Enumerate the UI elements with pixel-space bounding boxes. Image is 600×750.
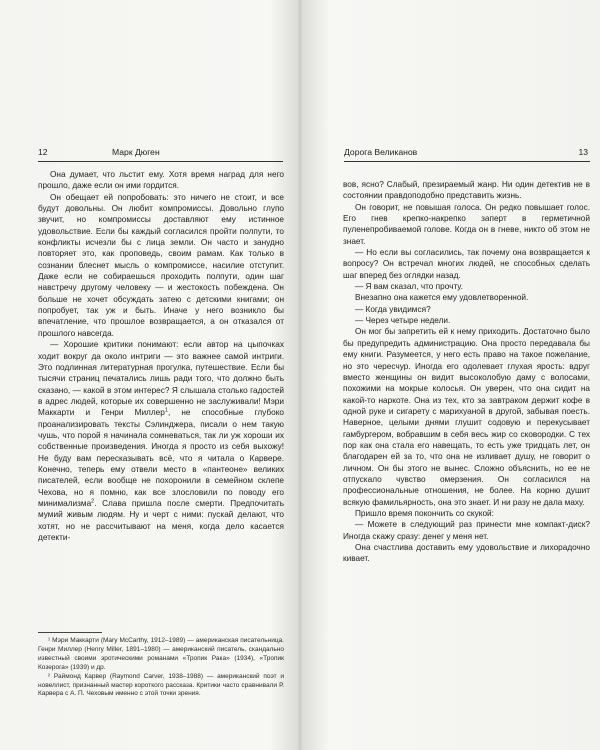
paragraph-part: . Слава пришла после смерти. Предпочитать мумий живым людям. Ну и черт с ними: пускай делают, что хотят, но не рассчитывают на меня, когда дело касается детекти-	[38, 498, 284, 542]
paragraph: Внезапно она кажется ему удовлетворенной.	[355, 293, 529, 303]
running-title: Марк Дюген	[112, 147, 160, 157]
page-number: 12	[38, 147, 48, 157]
paragraph: вов, ясно? Слабый, презираемый жанр. Ни один детектив не в состоянии правдоподобно представить жизнь.	[343, 180, 590, 201]
left-running-header	[38, 147, 283, 162]
paragraph: Она думает, что льстит ему. Хотя время наград для него прошло, даже если он ими гордится.	[38, 170, 284, 191]
right-running-header	[344, 147, 590, 162]
left-body-text	[38, 169, 284, 543]
paragraph: Она счастлива доставить ему удовольствие и лихорадочно кивает.	[343, 543, 590, 564]
right-page	[300, 0, 600, 750]
footnote-rule	[38, 632, 102, 633]
footnote: ¹ Мэри Маккарти (Mary McCarthy, 1912–1989) — американская писательница. Генри Миллер (Henry Miller, 1891–1980) — американский писатель, скандально известный своими эротическими романами «Тропик Рака» (1934), «Тропик Козерога» (1939) и др.	[38, 637, 284, 671]
paragraph: Он мог бы запретить ей к нему приходить. Достаточно было бы предупредить администрацию. Она просто передавала бы ему книги. Разумеется, у него есть право на такое пожелание, но это чересчур. Иногда его одолевает глухая ярость: вдруг вместо женщины он видит высоколобую даму с волосами, похожими на мокрые колосья. Он уверен, что она сидит на какой-то наркоте. Она из тех, кто за завтраком держит кофе в одной руке и сигарету с марихуаной в другой, забывая поесть. Наверное, целыми днями глушит содовую и перекусывает гамбургером, вобравшим в себя весь жир со сковородки. С тех пор как она стала его навещать, то есть уже тридцать лет, он благодарен ей за то, что она не изливает душу, не говорит о личном. Он бы этого не вынес. Сложно объяснить, но ее не отпускало чувство омерзения. Он согласился на профессиональные отношения, не более. На корню душит всякую фамильярность, она это знает. И ни разу не дала маху.	[343, 327, 590, 507]
paragraph: — Через четыре недели.	[355, 316, 451, 326]
paragraph-part: — Хорошие критики понимают: если автор на цыпочках ходит вокруг да около интриги — это важнее самой интриги. Это подлинная литературная прогулка, путешествие. Если бы тысячи страниц печатались лишь ради того, что должно быть сказано, — какой в этом интерес? Я слышала столько гадостей в адрес людей, которые их совершенно не заслуживали! Мэри Маккарти и Генри Миллер	[38, 340, 284, 418]
paragraph: Пришло время покончить со скукой:	[355, 508, 494, 518]
footnote-mark[interactable]: 1	[164, 407, 168, 414]
paragraph: — Но если вы согласились, так почему она возвращается к вопросу? Он встречал многих людей, не способных сделать шаг вперед без оглядки назад.	[343, 248, 590, 280]
paragraph: — Можете в следующий раз принести мне компакт-диск? Иногда скажу сразу: денег у меня нет.	[343, 520, 590, 541]
paragraph: Он обещает ей попробовать: это ничего не стоит, и все будут довольны. Он любит компромиссы. Довольно глупо звучит, но компромиссы доставляют ему истинное удовольствие. Если бы каждый согласился пройти полпути, то конфликты исчезли бы с лица земли. Он часто и занудно повторяет это, как проповедь, своим рамам. Как только в сознании блеснет мысль о компромиссе, насилие отступит. Даже если не собираешься проходить полпути, один шаг навстречу другому человеку — и жестокость побеждена. Он больше не хочет обсуждать затею с детскими книгами; он попробует, так уж и быть. Иначе у него возникло бы впечатление, что прошлое возвращается, а он отказался от прошлого навсегда.	[38, 192, 284, 338]
right-body-text	[343, 179, 590, 565]
footnote: ² Раймонд Карвер (Raymond Carver, 1938–1988) — американский поэт и новеллист, признанный мастер короткого рассказа. Критики часто сравнивали Р. Карвера с А. П. Чеховым именно с этой точки зрения.	[38, 672, 284, 698]
paragraph	[38, 339, 284, 543]
page-number: 13	[578, 147, 588, 157]
running-title: Дорога Великанов	[344, 147, 418, 157]
paragraph: Он говорит, не повышая голоса. Он редко повышает голос. Его гнев крепко-накрепко заперт в герметичной пуленепробиваемой голове. Когда он в гневе, никто об этом не знает.	[343, 202, 590, 246]
footnote-mark[interactable]: 2	[91, 498, 95, 505]
footnotes	[38, 632, 284, 699]
paragraph-part: , не способные глубоко проанализировать тексты Сэлинджера, писали о нем такую чушь, что порой я начинала сомневаться, так ли уж хороши их собственные произведения. Иногда я просто из себя выхожу! Не буду вам пересказывать всё, что я читала о Карвере. Конечно, теперь ему отвели место в «пантеоне» великих писателей, если вообще не похоронили в семейном склепе Чехова, но я помню, как все злословили по поводу его минимализма	[38, 408, 284, 508]
paragraph: — Когда увидимся?	[355, 304, 431, 314]
paragraph: — Я вам сказал, что прочту.	[355, 282, 463, 292]
